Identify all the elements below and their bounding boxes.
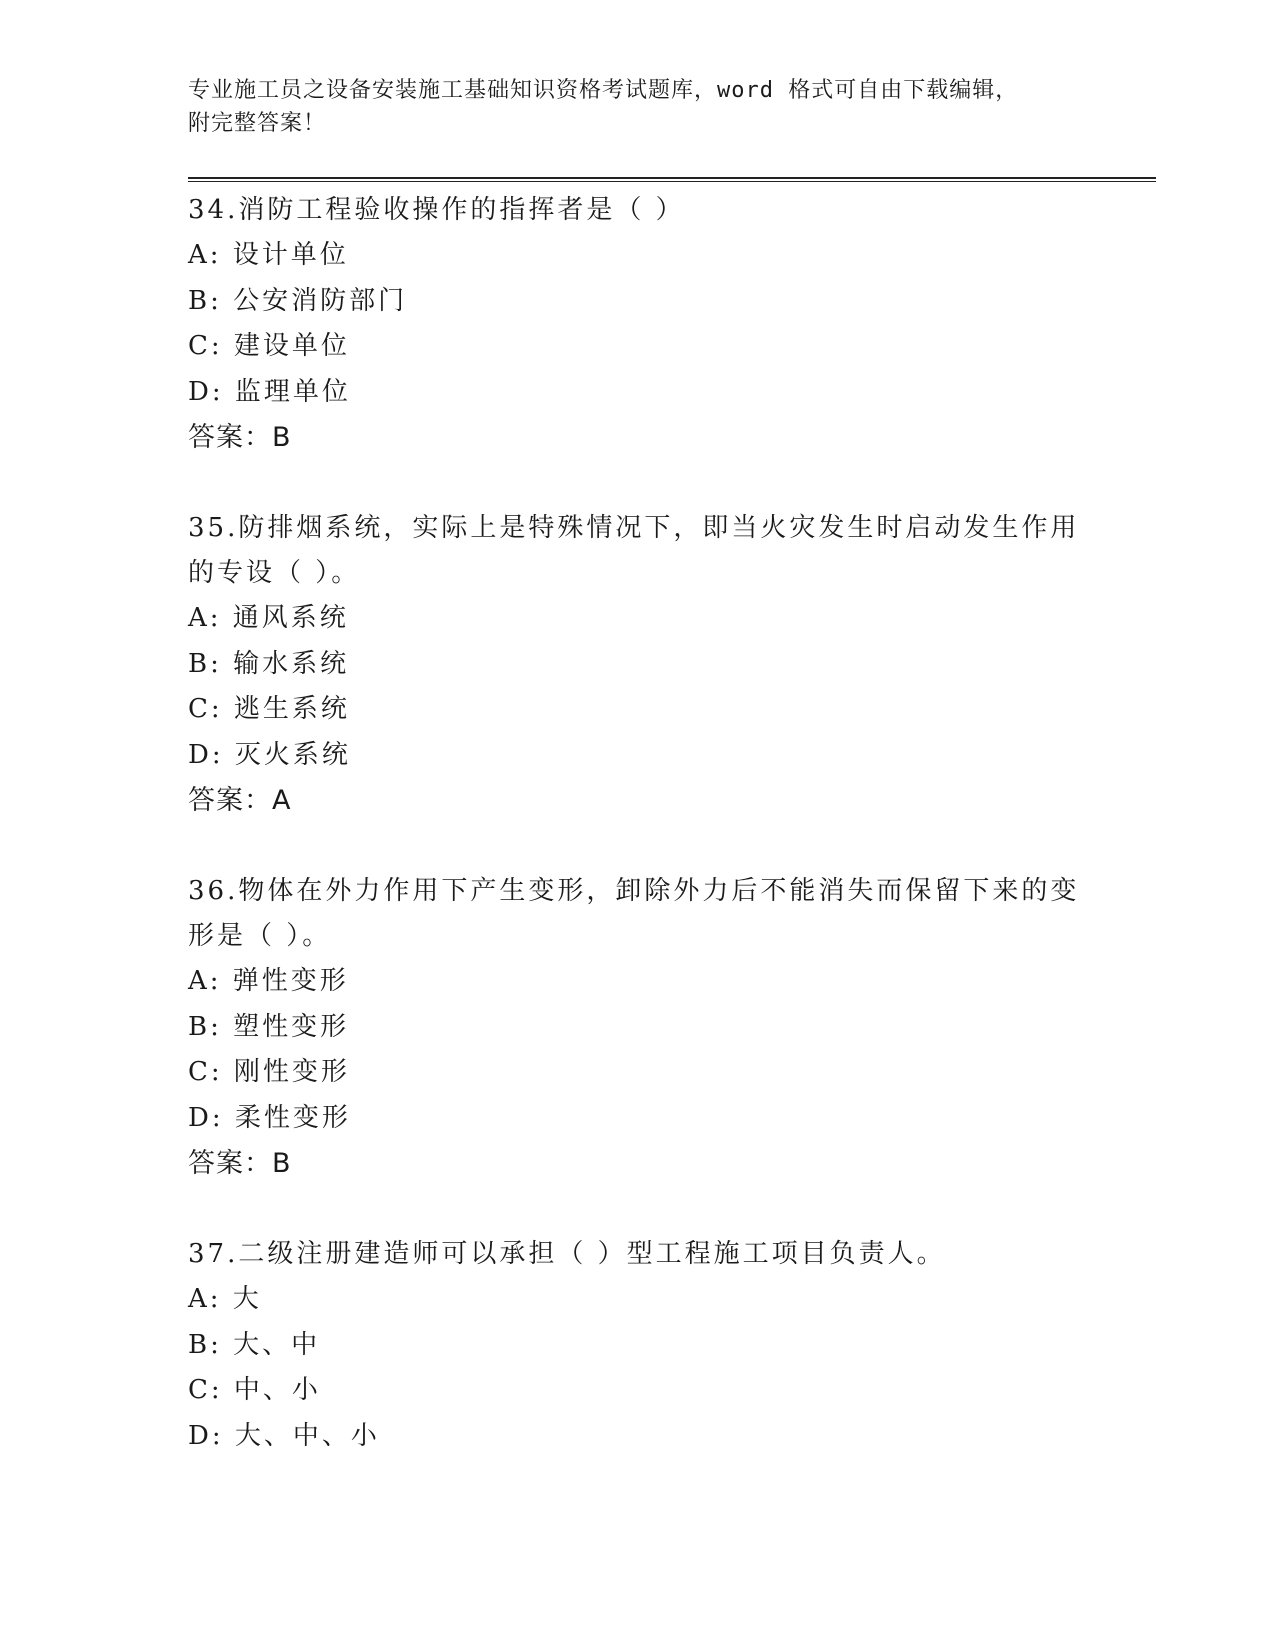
question-stem: 34.消防工程验收操作的指挥者是（ ） [188, 195, 685, 225]
option-a: A: 设计单位 [188, 240, 349, 270]
question-stem: 36.物体在外力作用下产生变形，卸除外力后不能消失而保留下来的变 [188, 876, 1080, 906]
option-b: B: 公安消防部门 [188, 285, 408, 316]
question-stem: 37.二级注册建造师可以承担（ ）型工程施工项目负责人。 [188, 1239, 946, 1269]
option-c: C: 逃生系统 [188, 694, 350, 724]
option-d: D: 柔性变形 [188, 1102, 351, 1133]
option-d: D: 灭火系统 [188, 739, 351, 770]
option-b: B: 大、中 [188, 1329, 321, 1360]
answer: 答案：A [188, 785, 292, 816]
question-stem-continued: 形是（ ）。 [188, 921, 332, 951]
option-d: D: 监理单位 [188, 376, 351, 407]
option-b: B: 输水系统 [188, 648, 350, 679]
question-36 [188, 869, 1088, 1186]
header-line-2: 附完整答案！ [188, 111, 327, 136]
question-stem-continued: 的专设（ ）。 [188, 558, 361, 588]
header-line-1: 专业施工员之设备安装施工基础知识资格考试题库，word 格式可自由下载编辑， [188, 78, 1019, 103]
answer: 答案：B [188, 422, 292, 453]
option-a: A: 通风系统 [188, 603, 349, 633]
option-c: C: 建设单位 [188, 331, 350, 361]
option-c: C: 中、小 [188, 1375, 321, 1405]
option-a: A: 弹性变形 [188, 966, 349, 996]
question-37 [188, 1232, 1088, 1459]
question-35 [188, 506, 1088, 823]
answer: 答案：B [188, 1148, 292, 1179]
question-stem: 35.防排烟系统，实际上是特殊情况下，即当火灾发生时启动发生作用 [188, 513, 1080, 543]
question-list [188, 188, 1088, 1505]
option-b: B: 塑性变形 [188, 1011, 350, 1042]
document-header [188, 74, 1088, 140]
option-a: A: 大 [188, 1284, 262, 1314]
header-divider [188, 177, 1156, 182]
question-34 [188, 188, 1088, 460]
option-d: D: 大、中、小 [188, 1420, 380, 1451]
option-c: C: 刚性变形 [188, 1057, 350, 1087]
